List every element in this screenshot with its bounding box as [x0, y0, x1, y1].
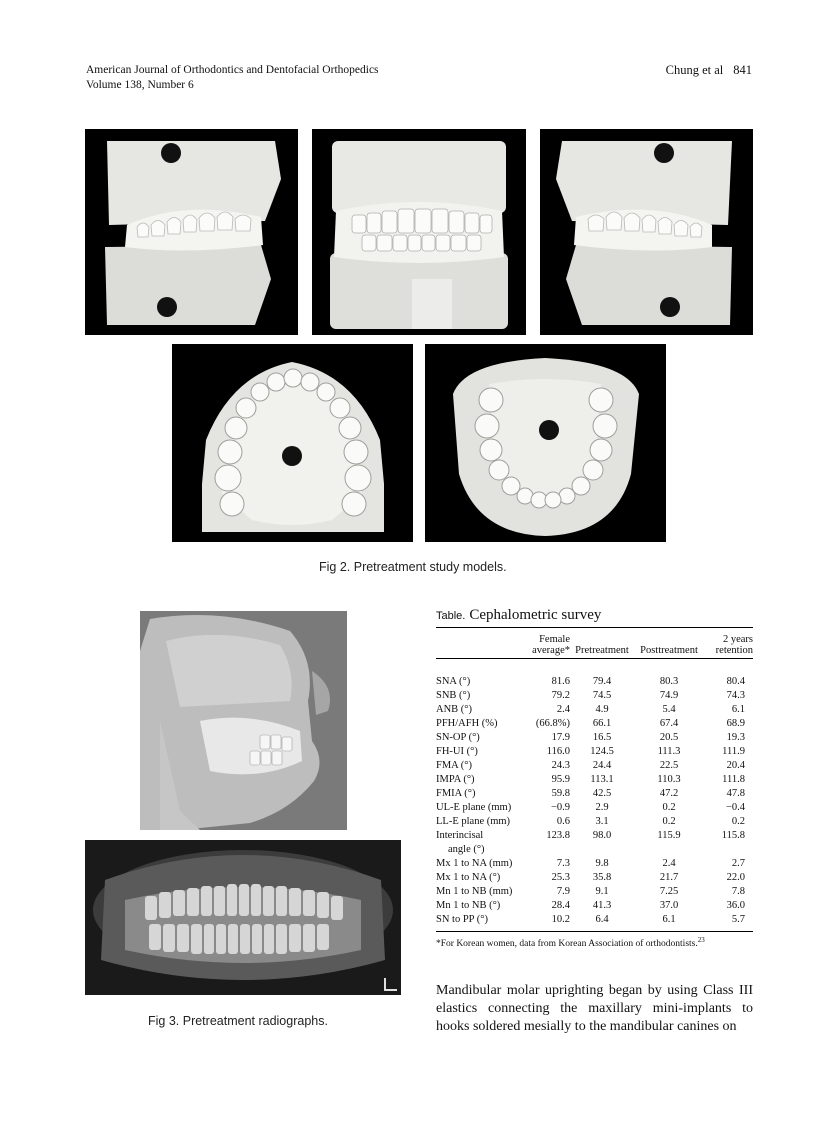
table-cell: 24.4	[592, 760, 612, 771]
row-label-text: FMIA (°)	[436, 788, 476, 799]
table-row	[436, 899, 753, 913]
table-cell: 7.9	[556, 886, 570, 897]
table-cell: 6.1	[731, 704, 745, 715]
row-label-text: FMA (°)	[436, 760, 472, 771]
table-cell: 116.0	[546, 746, 570, 757]
page-header-right	[666, 63, 752, 78]
table-cell: 0.6	[556, 816, 570, 827]
table-cell: 3.1	[595, 816, 609, 827]
table-cell: 47.8	[726, 788, 745, 799]
row-label	[436, 759, 526, 773]
table-cell: 81.6	[551, 676, 570, 687]
row-label-text: LL-E plane (mm)	[436, 816, 511, 827]
table-cell: 22.5	[659, 760, 679, 771]
table-cell: 95.9	[551, 774, 570, 785]
table-row	[436, 857, 753, 871]
row-label	[436, 745, 526, 759]
table-cell: 6.1	[662, 914, 676, 925]
table-cell: 24.3	[551, 760, 570, 771]
body-paragraph: Mandibular molar uprighting began by using Class III elastics connecting the maxillary mini-implants to hooks soldered mesially to the mandibular canines on	[436, 983, 753, 1034]
table-cell: 110.3	[657, 774, 681, 785]
table-cell: 10.2	[551, 914, 570, 925]
row-label-text: Mn 1 to NB (°)	[436, 900, 501, 911]
table-grid	[436, 628, 753, 931]
journal-name: American Journal of Orthodontics and Dentofacial Orthopedics	[86, 64, 379, 76]
table-cell: 16.5	[592, 732, 612, 743]
column-header-posttreatment: Posttreatment	[634, 628, 704, 659]
table-cell: 67.4	[659, 718, 679, 729]
table-cell: 28.4	[551, 900, 570, 911]
table-row	[436, 815, 753, 829]
row-label	[436, 703, 526, 717]
table-cell: 2.9	[595, 802, 609, 813]
row-label-text: PFH/AFH (%)	[436, 718, 498, 729]
table-cell: 111.3	[657, 746, 681, 757]
table-cell: 2.4	[556, 704, 570, 715]
panoramic-radiograph-image	[85, 840, 401, 995]
row-label	[436, 801, 526, 815]
table-cell: 37.0	[659, 900, 679, 911]
table-cell: 111.9	[722, 746, 745, 757]
row-label-text: Interincisal	[436, 830, 484, 841]
row-label-text: SN to PP (°)	[436, 914, 488, 925]
table-cell: 42.5	[592, 788, 612, 799]
row-label-text: IMPA (°)	[436, 774, 475, 785]
study-model-right-lateral-photo	[85, 129, 298, 335]
table-cell: 7.8	[731, 886, 745, 897]
table-row	[436, 801, 753, 815]
table-row	[436, 745, 753, 759]
row-label-text-continued: angle (°)	[448, 844, 485, 855]
column-header-pretreatment: Pretreatment	[570, 628, 634, 659]
table-cell: 7.25	[659, 886, 679, 897]
study-model-maxillary-occlusal-photo	[172, 344, 413, 542]
row-label	[436, 659, 526, 690]
table-row	[436, 659, 753, 690]
row-label-text: ANB (°)	[436, 704, 472, 715]
table-row	[436, 731, 753, 745]
table-cell: 80.4	[726, 676, 745, 687]
table-row	[436, 689, 753, 703]
study-model-left-lateral-photo	[540, 129, 753, 335]
column-header-female-average: Female average*	[526, 628, 570, 659]
row-label	[436, 731, 526, 745]
table-label: Table.	[436, 610, 466, 622]
table-footnote	[436, 931, 753, 949]
column-header-retention: 2 years retention	[704, 628, 753, 659]
row-label-text: Mx 1 to NA (°)	[436, 872, 501, 883]
table-cell: 59.8	[551, 788, 570, 799]
table-cell: 74.5	[592, 690, 612, 701]
table-cell: 19.3	[726, 732, 745, 743]
table-title	[436, 607, 753, 628]
row-label-text: SNB (°)	[436, 690, 471, 701]
table-cell: 5.7	[731, 914, 745, 925]
table-body	[436, 659, 753, 932]
table-title-text: Cephalometric survey	[469, 607, 602, 623]
row-label-text: SNA (°)	[436, 676, 471, 687]
table-cell: 9.1	[595, 886, 609, 897]
table-row	[436, 773, 753, 787]
row-label-text: Mx 1 to NA (mm)	[436, 858, 513, 869]
table-cell: 68.9	[726, 718, 745, 729]
journal-volume: Volume 138, Number 6	[86, 79, 194, 91]
table-cell: 74.3	[726, 690, 745, 701]
table-cell: 35.8	[592, 872, 612, 883]
table-row	[436, 913, 753, 931]
table-cell: 0.2	[731, 816, 745, 827]
table-row	[436, 717, 753, 731]
row-label	[436, 717, 526, 731]
table-footnote-text: *For Korean women, data from Korean Association of orthodontists.	[436, 939, 698, 950]
table-cell: 5.4	[662, 704, 676, 715]
fig2-caption: Fig 2. Pretreatment study models.	[319, 560, 507, 574]
page-number: 841	[733, 63, 752, 77]
table-cell: 2.4	[662, 858, 676, 869]
row-label-text: Mn 1 to NB (mm)	[436, 886, 513, 897]
table-cell: (66.8%)	[535, 718, 570, 729]
row-label-text: SN-OP (°)	[436, 732, 480, 743]
study-model-mandibular-occlusal-photo	[425, 344, 666, 542]
table-cell: 4.9	[595, 704, 609, 715]
running-head	[86, 63, 379, 93]
fig3-caption: Fig 3. Pretreatment radiographs.	[148, 1014, 328, 1028]
table-cell: 113.1	[590, 774, 614, 785]
table-row	[436, 787, 753, 801]
table-row	[436, 885, 753, 899]
table-row	[436, 829, 753, 857]
table-cell: 0.2	[662, 816, 676, 827]
table-cell: 9.8	[595, 858, 609, 869]
row-label	[436, 829, 526, 857]
table-cell: −0.4	[725, 802, 745, 813]
table-row	[436, 871, 753, 885]
row-label-text: FH-UI (°)	[436, 746, 478, 757]
row-label	[436, 857, 526, 871]
table-cell: 25.3	[551, 872, 570, 883]
table-cell: 74.9	[659, 690, 679, 701]
table-cell: 79.4	[592, 676, 612, 687]
column-header-label	[436, 628, 526, 659]
row-label	[436, 773, 526, 787]
table-cell: 115.9	[657, 830, 681, 841]
row-label	[436, 689, 526, 703]
table-cell: 20.5	[659, 732, 679, 743]
table-cell: −0.9	[550, 802, 570, 813]
row-label	[436, 885, 526, 899]
table-cell: 47.2	[659, 788, 679, 799]
table-cell: 20.4	[726, 760, 745, 771]
table-cell: 98.0	[592, 830, 612, 841]
authors: Chung et al	[665, 63, 724, 77]
table-cell: 41.3	[592, 900, 612, 911]
table-cell: 36.0	[726, 900, 745, 911]
table-cell: 79.2	[551, 690, 570, 701]
row-label	[436, 871, 526, 885]
table-row	[436, 759, 753, 773]
table-cell: 7.3	[556, 858, 570, 869]
table-footnote-ref: 23	[697, 936, 705, 944]
cephalometric-table	[436, 607, 753, 949]
table-cell: 22.0	[726, 872, 745, 883]
table-cell: 66.1	[592, 718, 612, 729]
row-label	[436, 899, 526, 913]
table-header-row	[436, 628, 753, 659]
table-cell: 0.2	[662, 802, 676, 813]
table-cell: 80.3	[659, 676, 679, 687]
table-cell: 115.8	[721, 830, 745, 841]
row-label-text: UL-E plane (mm)	[436, 802, 512, 813]
table-cell: 123.8	[546, 830, 570, 841]
lateral-cephalogram-image	[140, 611, 347, 830]
table-cell: 21.7	[659, 872, 679, 883]
table-row	[436, 703, 753, 717]
row-label	[436, 913, 526, 931]
table-cell: 6.4	[595, 914, 609, 925]
row-label	[436, 787, 526, 801]
table-cell: 17.9	[551, 732, 570, 743]
table-cell: 124.5	[590, 746, 614, 757]
table-cell: 111.8	[722, 774, 745, 785]
table-cell: 2.7	[731, 858, 745, 869]
study-model-frontal-photo	[312, 129, 526, 335]
row-label	[436, 815, 526, 829]
